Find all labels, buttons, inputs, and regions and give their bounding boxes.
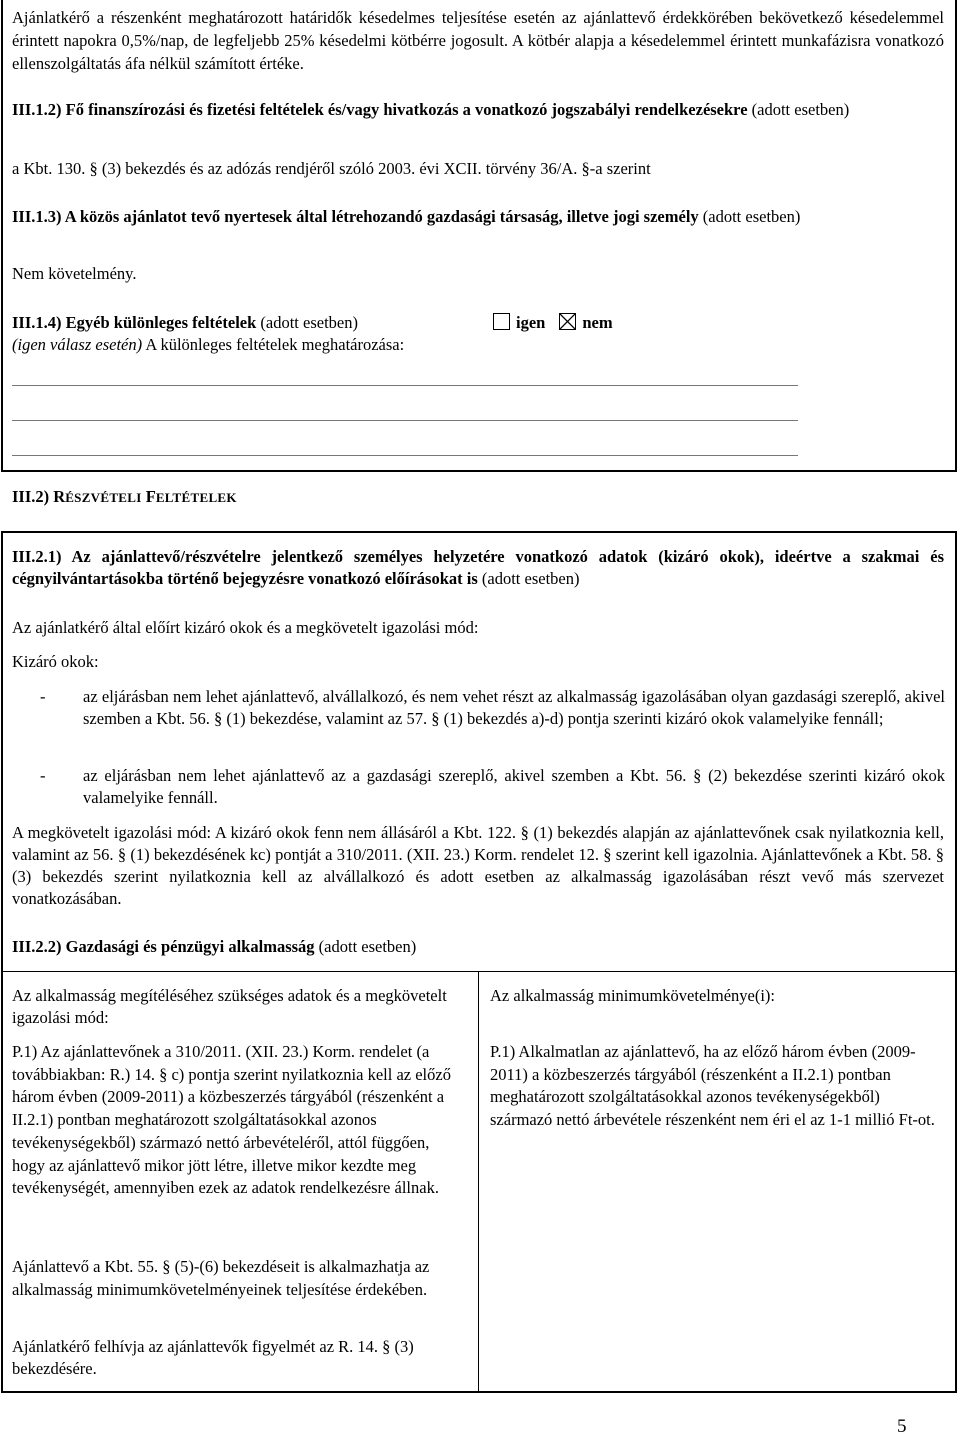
exclusion-intro: Az ajánlatkérő által előírt kizáró okok és a megkövetelt igazolási mód: bbox=[12, 618, 479, 637]
heading-text: III.1.2) Fő finanszírozási és fizetési feltételek és/vagy hivatkozás a vonatkozó jogszabályi rendelkezésekre bbox=[12, 100, 748, 119]
no-checkbox-checked[interactable] bbox=[559, 313, 576, 330]
bullet-dash: - bbox=[40, 687, 46, 706]
section-heading-III-2-1 bbox=[12, 546, 944, 590]
no-label: nem bbox=[582, 313, 613, 332]
heading-text: III.1.3) A közös ajánlatot tevő nyertesek által létrehozandó gazdasági társaság, illetve jogi személy bbox=[12, 207, 699, 226]
table-column-divider bbox=[478, 971, 479, 1393]
bullet-dash: - bbox=[40, 766, 46, 785]
heading-text: III.1.4) Egyéb különleges feltételek bbox=[12, 313, 257, 332]
left-column-p2: Ajánlattevő a Kbt. 55. § (5)-(6) bekezdéseit is alkalmazhatja az alkalmasság minimumkövetelményeinek teljesítése érdekében. bbox=[12, 1257, 430, 1299]
title-cap-1: R bbox=[53, 487, 66, 506]
left-column-p3: Ajánlatkérő felhívja az ajánlattevők figyelmét az R. 14. § (3) bekezdésére. bbox=[12, 1337, 414, 1378]
optional-note: (adott esetben) bbox=[318, 937, 417, 956]
left-column-heading: Az alkalmasság megítéléséhez szükséges adatok és a megkövetelt igazolási mód: bbox=[12, 986, 447, 1027]
blank-line-3[interactable] bbox=[12, 455, 798, 456]
section-III-1-2-text: a Kbt. 130. § (3) bekezdés és az adózás rendjéről szóló 2003. évi XCII. törvény 36/A. §-a szerint bbox=[12, 159, 651, 178]
exclusion-label: Kizáró okok: bbox=[12, 652, 99, 671]
section-heading-III-1-4 bbox=[12, 312, 358, 334]
title-rest-1: ÉSZVÉTELI bbox=[65, 490, 142, 505]
optional-note: (adott esetben) bbox=[751, 100, 850, 119]
heading-text: III.2.2) Gazdasági és pénzügyi alkalmasság bbox=[12, 937, 315, 956]
question-text: A különleges feltételek meghatározása: bbox=[145, 335, 405, 354]
page-number: 5 bbox=[897, 1416, 907, 1437]
optional-note: (adott esetben) bbox=[481, 569, 580, 588]
section-heading-III-1-3 bbox=[12, 206, 944, 228]
heading-text: III.2.1) Az ajánlattevő/részvételre jelentkező személyes helyzetére vonatkozó adatok (kizáró okok), ideértve a szakmai és cégnyilvántartásokba történő bejegyzésre vonatkozó előírásokat is bbox=[12, 547, 944, 588]
section-title bbox=[12, 486, 237, 509]
yes-checkbox[interactable] bbox=[493, 313, 510, 330]
proof-paragraph: A megkövetelt igazolási mód: A kizáró okok fenn nem állásáról a Kbt. 122. § (1) bekezdés alapján az ajánlattevőnek csak nyilatkoznia kell, valamint az 56. § (1) bekezdésének kc) pontját a 310/2011. (XII. 23.) Korm. rendelet 12. § szerint kell igazolnia. Ajánlattevőnek a Kbt. 58. § (3) bekezdés szerint nyilatkoznia kell az alvállalkozó és adott esetben az alkalmasság igazolásában részt vevő más szervezet vonatkozásában. bbox=[12, 823, 944, 908]
special-conditions-question bbox=[12, 334, 404, 356]
yes-label: igen bbox=[516, 313, 546, 332]
left-column-p1: P.1) Az ajánlattevőnek a 310/2011. (XII. 23.) Korm. rendelet (a továbbiakban: R.) 14. § c) pontja szerint nyilatkoznia kell az előző három évben (2009-2011) a közbeszerzés tárgyából (részenként a II.2.1) pontban meghatározott szolgáltatásokkal azonos tevékenységekből) származó nettó árbevételéről, attól függően, hogy az ajánlattevő mikor jött létre, illetve mikor kezdte meg tevékenységét, amennyiben ezek az adatok rendelkezésre állnak. bbox=[12, 1042, 451, 1198]
section-heading-III-2-2 bbox=[12, 936, 416, 958]
penalty-paragraph: Ajánlatkérő a részenként meghatározott határidők késedelmes teljesítése esetén az ajánlattevő érdekkörében bekövetkező késedelemmel érintett napokra 0,5%/nap, de legfeljebb 25% késedelmi kötbérre jogosult. A kötbér alapja a késedelemmel érintett munkafázisra vonatkozó ellenszolgáltatás áfa nélkül számított értéke. bbox=[12, 8, 944, 73]
title-cap-2: F bbox=[145, 487, 156, 506]
question-italic: (igen válasz esetén) bbox=[12, 335, 143, 354]
section-III-1-3-text: Nem követelmény. bbox=[12, 264, 137, 283]
section-number: III.2) bbox=[12, 487, 50, 506]
section-heading-III-1-2 bbox=[12, 99, 944, 121]
right-column-heading: Az alkalmasság minimumkövetelménye(i): bbox=[490, 986, 776, 1005]
blank-line-2[interactable] bbox=[12, 420, 798, 421]
blank-line-1[interactable] bbox=[12, 385, 798, 386]
right-column-p1: P.1) Alkalmatlan az ajánlattevő, ha az előző három évben (2009-2011) a közbeszerzés tárgyából (részenként a II.2.1) pontban meghatározott szolgáltatásokkal azonos tevékenységekből) származó nettó árbevétele részenként nem éri el az 1-1 millió Ft-ot. bbox=[490, 1042, 935, 1130]
exclusion-bullet-2: az eljárásban nem lehet ajánlattevő az a gazdasági szereplő, akivel szemben a Kbt. 56. § (2) bekezdése szerinti kizáró okok valamelyike fennáll. bbox=[83, 766, 945, 807]
optional-note: (adott esetben) bbox=[260, 313, 358, 332]
title-rest-2: ELTÉTELEK bbox=[155, 490, 237, 505]
yes-no-choice bbox=[493, 312, 613, 334]
optional-note: (adott esetben) bbox=[702, 207, 801, 226]
exclusion-bullet-1: az eljárásban nem lehet ajánlattevő, alvállalkozó, és nem vehet részt az alkalmasság igazolásában olyan gazdasági szereplő, akivel szemben a Kbt. 56. § (1) bekezdése, valamint az 57. § (1) bekezdés a)-d) pontja szerinti kizáró okok valamelyike fennáll; bbox=[83, 687, 945, 728]
